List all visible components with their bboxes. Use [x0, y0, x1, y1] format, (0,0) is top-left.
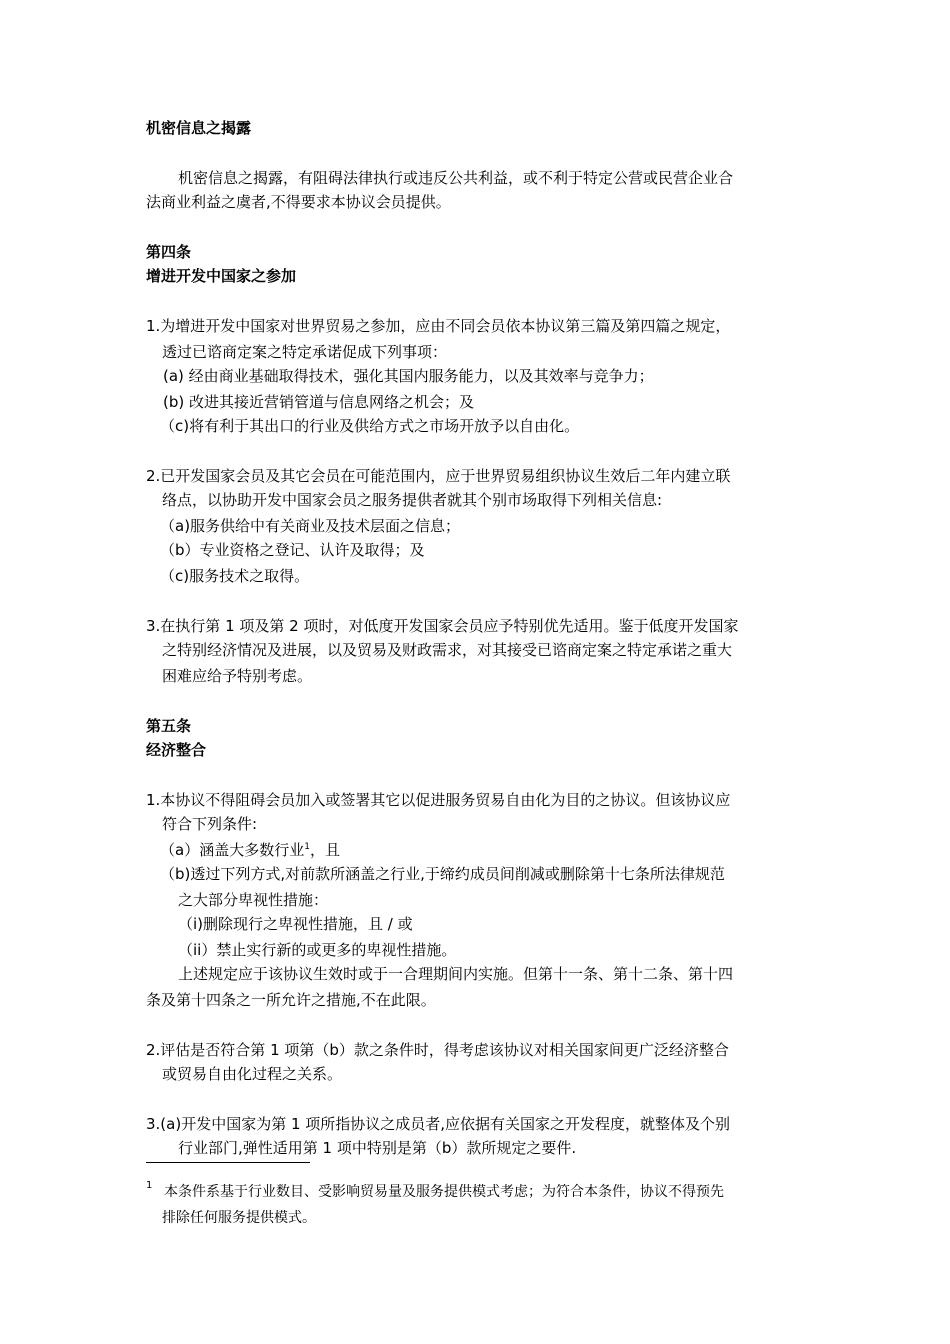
footnote-text: 本条件系基于行业数目、受影响贸易量及服务提供模式考虑；为符合本条件，协议不得预先 — [164, 1184, 724, 1200]
footnote-reference: 1 — [304, 842, 310, 852]
sub-item: （c)服务技术之取得。 — [160, 567, 310, 585]
clause-line: 透过已谘商定案之特定承诺促成下列事项： — [162, 343, 448, 361]
sub-item-text: （a）涵盖大多数行业 — [160, 841, 305, 859]
sub-item: （c)将有利于其出口的行业及供给方式之市场开放予以自由化。 — [160, 417, 580, 435]
paragraph-line: 上述规定应于该协议生效时或于一合理期间内实施。但第十一条、第十二条、第十四 — [178, 965, 734, 983]
footnote-separator — [146, 1162, 310, 1163]
article-5-number: 第五条 — [146, 717, 192, 735]
article-5-title: 经济整合 — [146, 741, 207, 759]
sub-item: （a)服务供给中有关商业及技术层面之信息； — [160, 517, 461, 535]
clause-line: 3.(a)开发中国家为第 1 项所指协议之成员者,应依据有关国家之开发程度，就整体及个别 — [146, 1115, 731, 1133]
clause-line: 或贸易自由化过程之关系。 — [162, 1065, 343, 1083]
sub-item — [160, 838, 340, 862]
paragraph-line: 机密信息之揭露，有阻碍法律执行或违反公共利益，或不利于特定公营或民营企业合 — [178, 169, 734, 187]
paragraph-line: 条及第十四条之一所允许之措施,不在此限。 — [146, 991, 436, 1009]
article-4-title: 增进开发中国家之参加 — [146, 267, 297, 285]
clause-line: 3.在执行第 1 项及第 2 项时，对低度开发国家会员应予特别优先适用。鉴于低度开发国家 — [146, 617, 739, 635]
sub-item-tail: ，且 — [309, 841, 340, 859]
sub-item: （b)透过下列方式,对前款所涵盖之行业,于缔约成员间削减或删除第十七条所法律规范 — [160, 865, 725, 883]
clause-line: 行业部门,弹性适用第 1 项中特别是第（b）款所规定之要件. — [178, 1139, 577, 1157]
sub-item: (b) 改进其接近营销管道与信息网络之机会；及 — [163, 393, 474, 411]
clause-line: 符合下列条件: — [162, 815, 258, 833]
footnote-marker: 1 — [146, 1180, 153, 1191]
clause-line: 1.本协议不得阻碍会员加入或签署其它以促进服务贸易自由化为目的之协议。但该协议应 — [146, 791, 731, 809]
clause-line: 2.已开发国家会员及其它会员在可能范围内，应于世界贸易组织协议生效后二年内建立联 — [146, 467, 731, 485]
sub-item: （b）专业资格之登记、认许及取得；及 — [160, 541, 425, 559]
clause-line: 困难应给予特别考虑。 — [162, 667, 313, 685]
sub-sub-item: （i)删除现行之卑视性措施，且 / 或 — [178, 915, 413, 933]
sub-item: (a) 经由商业基础取得技术，强化其国内服务能力，以及其效率与竞争力； — [163, 367, 654, 385]
article-4-number: 第四条 — [146, 243, 192, 261]
section-heading-confidential: 机密信息之揭露 — [146, 119, 252, 137]
paragraph-line: 法商业利益之虞者,不得要求本协议会员提供。 — [146, 193, 451, 211]
clause-line: 2.评估是否符合第 1 项第（b）款之条件时，得考虑该协议对相关国家间更广泛经济整合 — [146, 1041, 729, 1059]
clause-line: 络点，以协助开发中国家会员之服务提供者就其个别市场取得下列相关信息: — [162, 491, 663, 509]
sub-sub-item: （ii）禁止实行新的或更多的卑视性措施。 — [178, 941, 457, 959]
sub-item: 之大部分卑视性措施： — [178, 891, 329, 909]
clause-line: 之特别经济情况及进展，以及贸易及财政需求，对其接受已谘商定案之特定承诺之重大 — [162, 641, 733, 659]
footnote-text: 排除任何服务提供模式。 — [162, 1210, 316, 1226]
clause-line: 1.为增进开发中国家对世界贸易之参加，应由不同会员依本协议第三篇及第四篇之规定， — [146, 317, 731, 335]
